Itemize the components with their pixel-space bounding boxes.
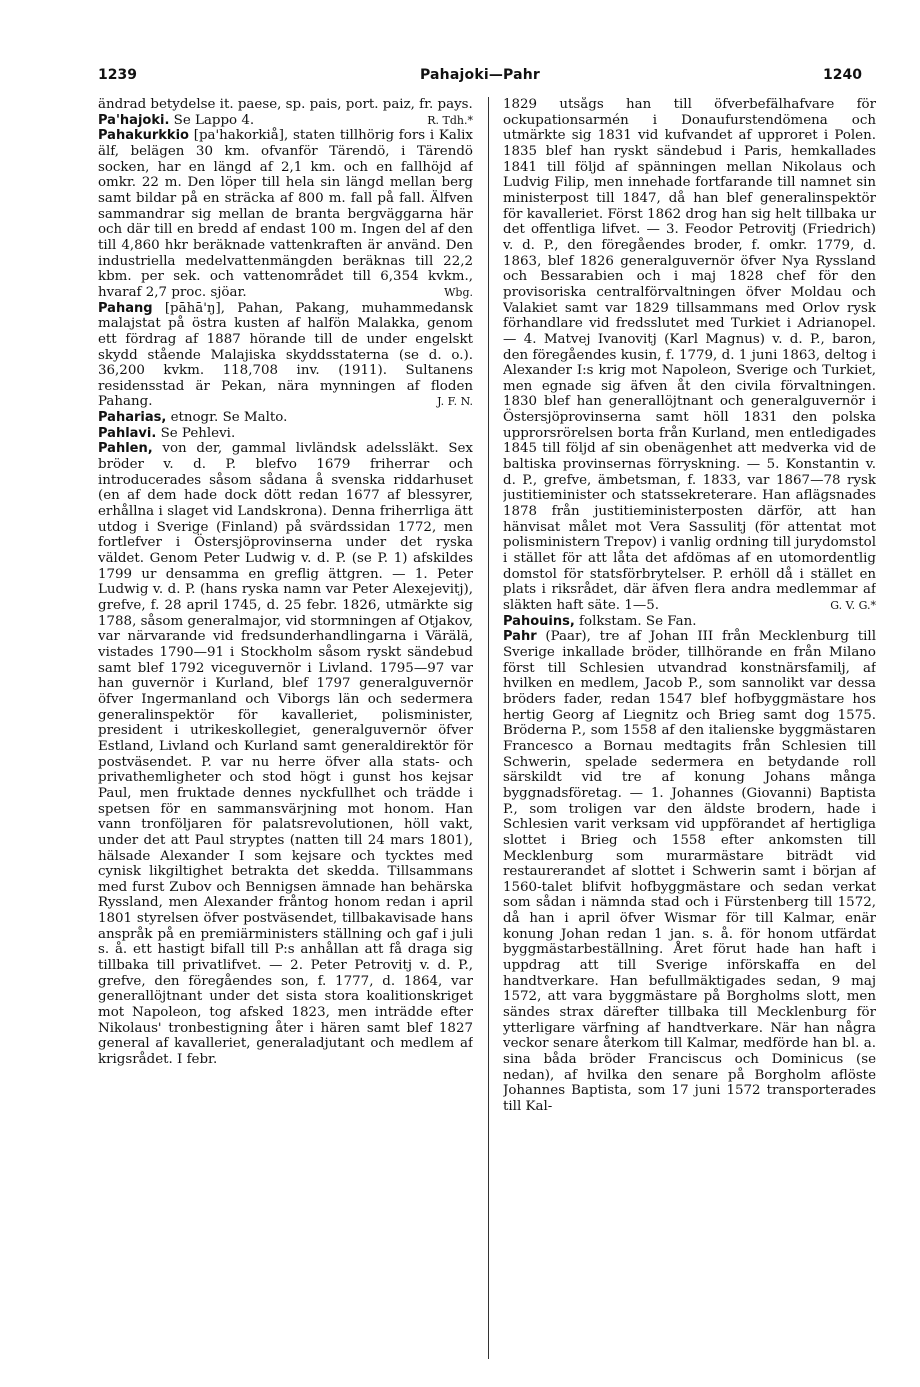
entry-text: (Paar), tre af Johan III från Mecklenburg till Sverige inkallade bröder, tillhörande en från Milano först till Schlesien utvandrad konstnärsfamilj, af hvilken en medlem, Jacob P., som sannolikt var dessa bröders fader, redan 1547 blef hofbyggmästare hos hertig Georg af Liegnitz och Brieg samt dog 1575. Bröderna P., som 1558 af den italienske byggmästaren Francesco a Bornau medtagits från Schlesien till Schwerin, spelade sedermera en betydande roll särskildt vid tre af konung Johans många byggnadsföretag. — 1. Johannes (Giovanni) Baptista P., som troligen var den äldste brodern, hade i Schlesien varit verksam vid uppförandet af hertigliga slottet i Brieg och 1558 efter ankomsten till Mecklenburg som murarmästare biträdt vid restaurerandet af slottet i Schwerin samt i början af 1560-talet blifvit hofbyggmästare och sedan verkat som sådan i nämnda stad och i Fürstenberg till 1572, då han i april öfver Wismar för till Kalmar, enär konung Johan redan 1 jan. s. å. för honom utfärdat byggmästarbeställning. Året förut hade han haft i uppdrag att till Sverige införskaffa en del handtverkare. Han befullmäktigades sedan, 9 maj 1572, att vara byggmästare på Borgholms slott, men sändes strax därefter tillbaka till Mecklenburg för ytterligare värfning af handtverkare. När han några veckor senare återkom till Kalmar, medförde han bl. a. sina båda bröder Franciscus och Dominicus (se nedan), af hvilka den senare på Borgholm aflöste Johannes Baptista, som 17 juni 1572 transporterades till Kal-: [503, 629, 876, 1114]
dictionary-entry: [503, 629, 876, 1114]
dictionary-entry: [98, 113, 473, 129]
entry-headword: Pahr: [503, 629, 537, 645]
author-signature: Wbg.: [444, 285, 473, 299]
entry-headword: Paharias,: [98, 410, 167, 426]
left-page-number: 1239: [98, 67, 137, 83]
entry-headword: Pahlavi.: [98, 425, 157, 441]
entry-text: ändrad betydelse it. paese, sp. pais, port. paiz, fr. pays.: [98, 97, 473, 112]
entry-text: Se Pehlevi.: [160, 425, 236, 441]
dictionary-entry: [98, 128, 473, 300]
entry-headword: Pa'hajoki.: [98, 112, 170, 128]
left-column: [98, 97, 473, 1367]
author-signature: J. F. N.: [437, 395, 473, 409]
column-divider: [488, 97, 489, 1359]
dictionary-entry: [503, 97, 876, 614]
dictionary-entry: [98, 441, 473, 1067]
entry-headword: Pahlen,: [98, 441, 153, 457]
entry-headword: Pahouins,: [503, 613, 575, 629]
entry-headword: Pahang: [98, 300, 153, 316]
right-column: [503, 97, 876, 1367]
right-page-number: 1240: [823, 67, 862, 83]
entry-text: [pa'hakorkiå], staten tillhörig fors i Kalix älf, belägen 30 km. ofvanför Tärendö, i Tärendö socken, har en längd af 2,1 km. och en fallhöjd af omkr. 22 m. Den löper till hela sin längd mellan berg samt bildar på en sträcka af 800 m. fall på fall. Älfven sammandrar sig mellan de branta bergväggarna här och där till en bredd af endast 100 m. Ingen del af den till 4,860 hkr beräknade vattenkraften är använd. Den industriella medelvattenmängden beräknas till 22,2 kbm. per sek. och vattenområdet till 6,354 kvkm., hvaraf 2,7 proc. sjöar.: [98, 128, 473, 300]
dictionary-entry: [98, 410, 473, 426]
entry-text: folkstam. Se Fan.: [579, 613, 697, 629]
page-header: [98, 64, 862, 86]
entry-text: von der, gammal livländsk adelssläkt. Sex bröder v. d. P. blefvo 1679 friherrar och introducerades såsom sådana å svenska riddarhuset (en af dem hade dock dött redan 1677 af blessyrer, erhållna i slaget vid Landskrona). Denna friherrliga ätt utdog i Sverige (Finland) på svärdssidan 1772, men fortlefver i Östersjöprovinserna under det ryska väldet. Genom Peter Ludwig v. d. P. (se P. 1) afskildes 1799 ur densamma en greflig ättgren. — 1. Peter Ludwig v. d. P. (hans ryska namn var Peter Alexejevitj), grefve, f. 28 april 1745, d. 25 febr. 1826, utmärkte sig 1788, såsom generalmajor, vid stormningen af Otjakov, var närvarande vid fredsunderhandlingarna i Värälä, vistades 1790—91 i Stockholm såsom ryskt sändebud samt blef 1792 viceguvernör i Livland. 1795—97 var han guvernör i Kurland, blef 1797 generalguvernör öfver Ingermanland och Viborgs län och sedermera generalinspektör för kavalleriet, polisminister, president i utrikeskollegiet, generalguvernör öfver Estland, Livland och Kurland samt generaldirektör för postväsendet. P. var nu herre öfver alla stats- och privathemligheter och stod högt i gunst hos kejsar Paul, men fruktade dennes nyckfullhet och trädde i spetsen för en sammansvärjning mot honom. Han vann tronföljaren för palatsrevolutionen, höll vakt, under det att Paul stryptes (natten till 24 mars 1801), hälsade Alexander I som kejsare och tycktes med cynisk likgiltighet betrakta det skedda. Tillsammans med furst Zubov och Bennigsen ämnade han behärska Ryssland, men Alexander fråntog honom redan i april 1801 styrelsen öfver postväsendet, tillbakavisade hans anspråk på en premiärministers ställning och gaf i juli s. å. ett hastigt bifall till P:s anhållan att få draga sig tillbaka till privatlifvet. — 2. Peter Petrovitj v. d. P., grefve, den föregåendes son, f. 1777, d. 1864, var generallöjtnant under det sista stora koalitionskriget mot Napoleon, tog afsked 1823, men inträdde efter Nikolaus' tronbestigning åter i hären samt blef 1827 general af kavalleriet, generaladjutant och medlem af krigsrådet. I febr.: [98, 441, 473, 1068]
running-title: Pahajoki—Pahr: [419, 67, 541, 83]
author-signature: G. V. G.*: [830, 599, 876, 612]
entry-text: [pāhā'ŋ], Pahan, Pakang, muhammedansk malajstat på östra kusten af halfön Malakka, genom ett fördrag af 1887 hörande till de under engelskt skydd stående Malajiska skyddsstaterna (se d. o.). 36,200 kvkm. 118,708 inv. (1911). Sultanens residensstad är Pekan, nära mynningen af floden Pahang.: [98, 300, 473, 410]
entry-text: etnogr. Se Malto.: [170, 410, 288, 426]
entry-headword: Pahakurkkio: [98, 128, 189, 144]
dictionary-entry: [98, 426, 473, 442]
entry-text: Se Lappo 4.: [173, 112, 255, 128]
dictionary-entry: [503, 614, 876, 630]
author-signature: R. Tdh.*: [427, 113, 473, 127]
entry-text: 1829 utsågs han till öfverbefälhafvare för ockupationsarmén i Donaufurstendömena och utmärkte sig 1831 vid kufvandet af upproret i Polen. 1835 blef han ryskt sändebud i Paris, hemkallades 1841 till följd af spänningen mellan Nikolaus och Ludvig Filip, men innehade fortfarande till namnet sin ministerpost till 1847, då han blef generalinspektör för kavalleriet. Först 1862 drog han sig helt tillbaka ur det offentliga lifvet. — 3. Feodor Petrovitj (Friedrich) v. d. P., den föregåendes broder, f. omkr. 1779, d. 1863, blef 1826 generalguvernör öfver Nya Ryssland och Bessarabien och i maj 1828 chef för den provisoriska centralförvaltningen öfver Moldau och Valakiet samt var 1829 tillsammans med Orlov rysk förhandlare vid fredsslutet med Turkiet i Adrianopel. — 4. Matvej Ivanovitj (Karl Magnus) v. d. P., baron, den föregåendes kusin, f. 1779, d. 1 juni 1863, deltog i Alexander I:s krig mot Napoleon, Sverige och Turkiet, men egnade sig äfven åt den civila förvaltningen. 1830 blef han generallöjtnant och generalguvernör i Östersjöprovinserna samt höll 1831 den polska upprorsrörelsen borta från Kurland, men entledigades 1845 till följd af sin obenägenhet att medverka vid de baltiska provinsernas förryskning. — 5. Konstantin v. d. P., grefve, ämbetsman, f. 1833, var 1867—78 rysk justitieminister och statssekreterare. Han aflägsnades 1878 från justitieministerposten därför, att han hänvisat målet mot Vera Sassulitj (för attentat mot polisministern Trepov) i vanlig ordning till jurydomstol i stället för att låta det afdömas af en utomordentlig domstol för statsförbrytelser. P. erhöll då i stället en plats i riksrådet, där äfven flera andra medlemmar af släkten haft säte. 1—5.: [503, 97, 876, 613]
dictionary-entry: [98, 301, 473, 411]
